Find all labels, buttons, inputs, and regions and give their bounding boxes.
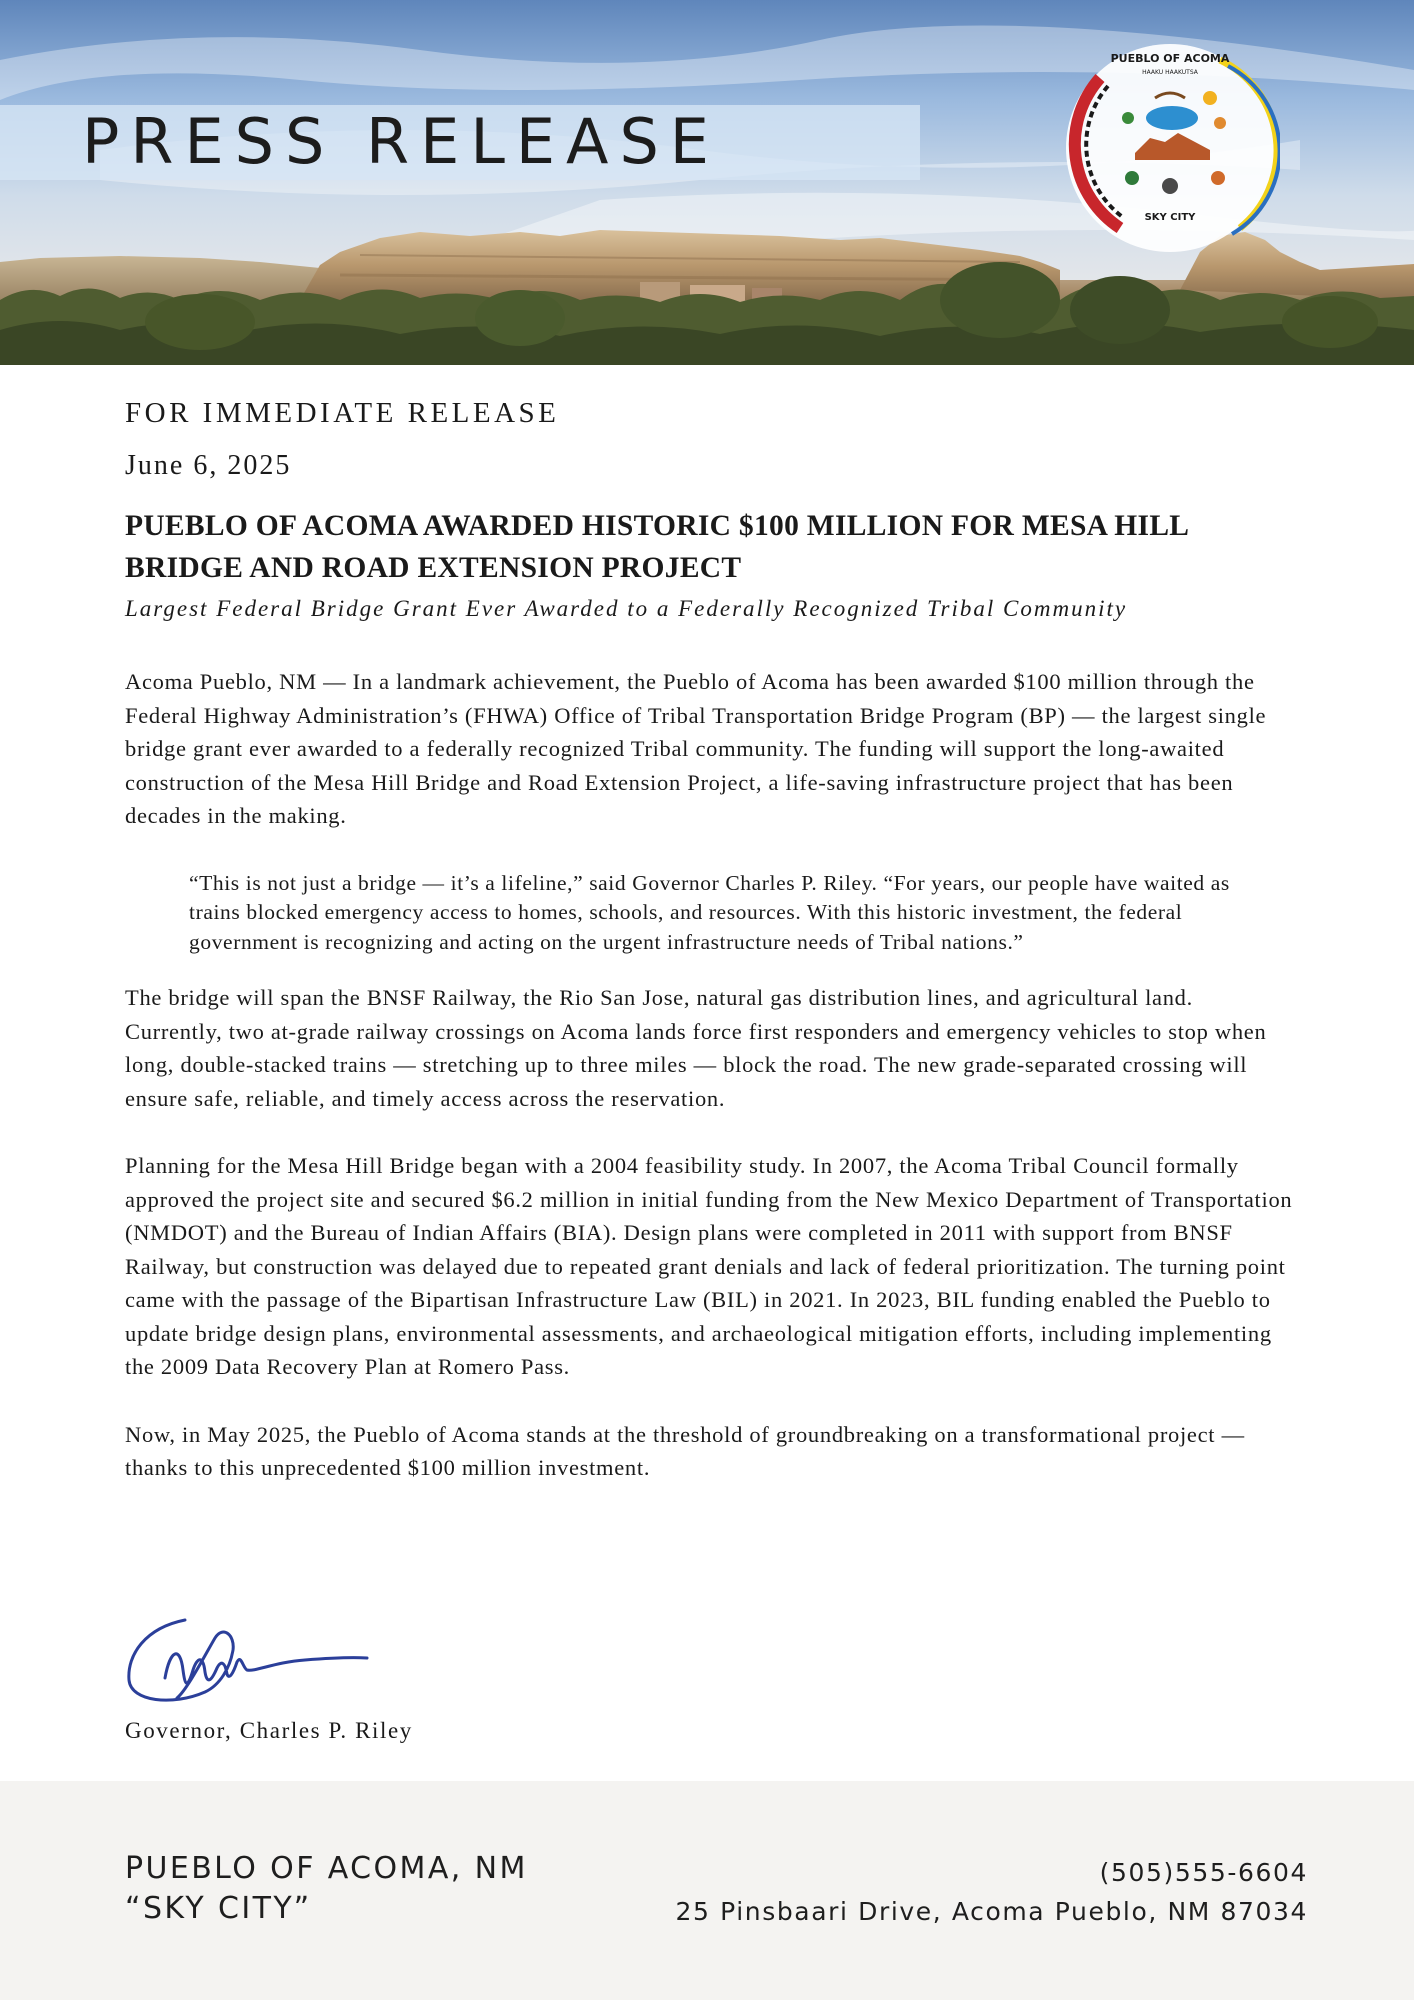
- paragraph-intro: Acoma Pueblo, NM — In a landmark achievement, the Pueblo of Acoma has been awarded $100 million through the Federal Highway Administration’s (FHWA) Office of Tribal Transportation Bridge Program (BP) — the largest single bridge grant ever awarded to a federally recognized Tribal community. The funding will support the long-awaited construction of the Mesa Hill Bridge and Road Extension Project, a life-saving infrastructure project that has been decades in the making.: [125, 669, 1267, 828]
- footer-organization: [125, 1849, 528, 1929]
- press-release-body: [125, 395, 1295, 1485]
- footer-org-name: PUEBLO OF ACOMA, NM: [125, 1851, 528, 1886]
- headline: PUEBLO OF ACOMA AWARDED HISTORIC $100 MILLION FOR MESA HILL BRIDGE AND ROAD EXTENSION PROJECT: [125, 510, 1188, 584]
- paragraph-bridge-span: The bridge will span the BNSF Railway, the Rio San Jose, natural gas distribution lines, and agricultural land. Currently, two at-grade railway crossings on Acoma lands force first responders and emergency vehicles to stop when long, double-stacked trains — stretching up to three miles — block the road. The new grade-separated crossing will ensure safe, reliable, and timely access across the reservation.: [125, 985, 1267, 1111]
- footer: [0, 1781, 1414, 2000]
- header-banner: [0, 0, 1414, 365]
- press-release-title: PRESS RELEASE: [82, 105, 720, 178]
- pueblo-of-acoma-seal-logo: [1060, 38, 1280, 258]
- seal-top-text: PUEBLO OF ACOMA: [1110, 52, 1230, 65]
- footer-contact: [676, 1853, 1308, 1931]
- footer-address: 25 Pinsbaari Drive, Acoma Pueblo, NM 87034: [675, 1897, 1308, 1926]
- footer-phone: (505)555-6604: [1099, 1858, 1308, 1887]
- signatory-name: Governor, Charles P. Riley: [125, 1718, 413, 1743]
- press-release-title-strip: [0, 105, 920, 180]
- governor-quote: “This is not just a bridge — it’s a lifeline,” said Governor Charles P. Riley. “For years, our people have waited as trains blocked emergency access to homes, schools, and resources. With this historic investment, the federal government is recognizing and acting on the urgent infrastructure needs of Tribal nations.”: [189, 870, 1230, 954]
- seal-bottom-text: SKY CITY: [1144, 212, 1196, 223]
- handwritten-signature: [125, 1610, 375, 1720]
- footer-org-nickname: “SKY CITY”: [125, 1891, 312, 1926]
- paragraph-planning-history: Planning for the Mesa Hill Bridge began with a 2004 feasibility study. In 2007, the Acoma Tribal Council formally approved the project site and secured $6.2 million in initial funding from the New Mexico Department of Transportation (NMDOT) and the Bureau of Indian Affairs (BIA). Design plans were completed in 2011 with support from BNSF Railway, but construction was delayed due to repeated grant denials and lack of federal prioritization. The turning point came with the passage of the Bipartisan Infrastructure Law (BIL) in 2021. In 2023, BIL funding enabled the Pueblo to update bridge design plans, environmental assessments, and archaeological mitigation efforts, including implementing the 2009 Data Recovery Plan at Romero Pass.: [125, 1153, 1293, 1379]
- subheadline: Largest Federal Bridge Grant Ever Awarded to a Federally Recognized Tribal Community: [125, 596, 1128, 621]
- release-date: June 6, 2025: [125, 450, 292, 481]
- release-label: FOR IMMEDIATE RELEASE: [125, 397, 560, 429]
- paragraph-conclusion: Now, in May 2025, the Pueblo of Acoma stands at the threshold of groundbreaking on a transformational project — thanks to this unprecedented $100 million investment.: [125, 1421, 1245, 1480]
- seal-sub-text: HAAKU HAAKUTSA: [1142, 69, 1198, 76]
